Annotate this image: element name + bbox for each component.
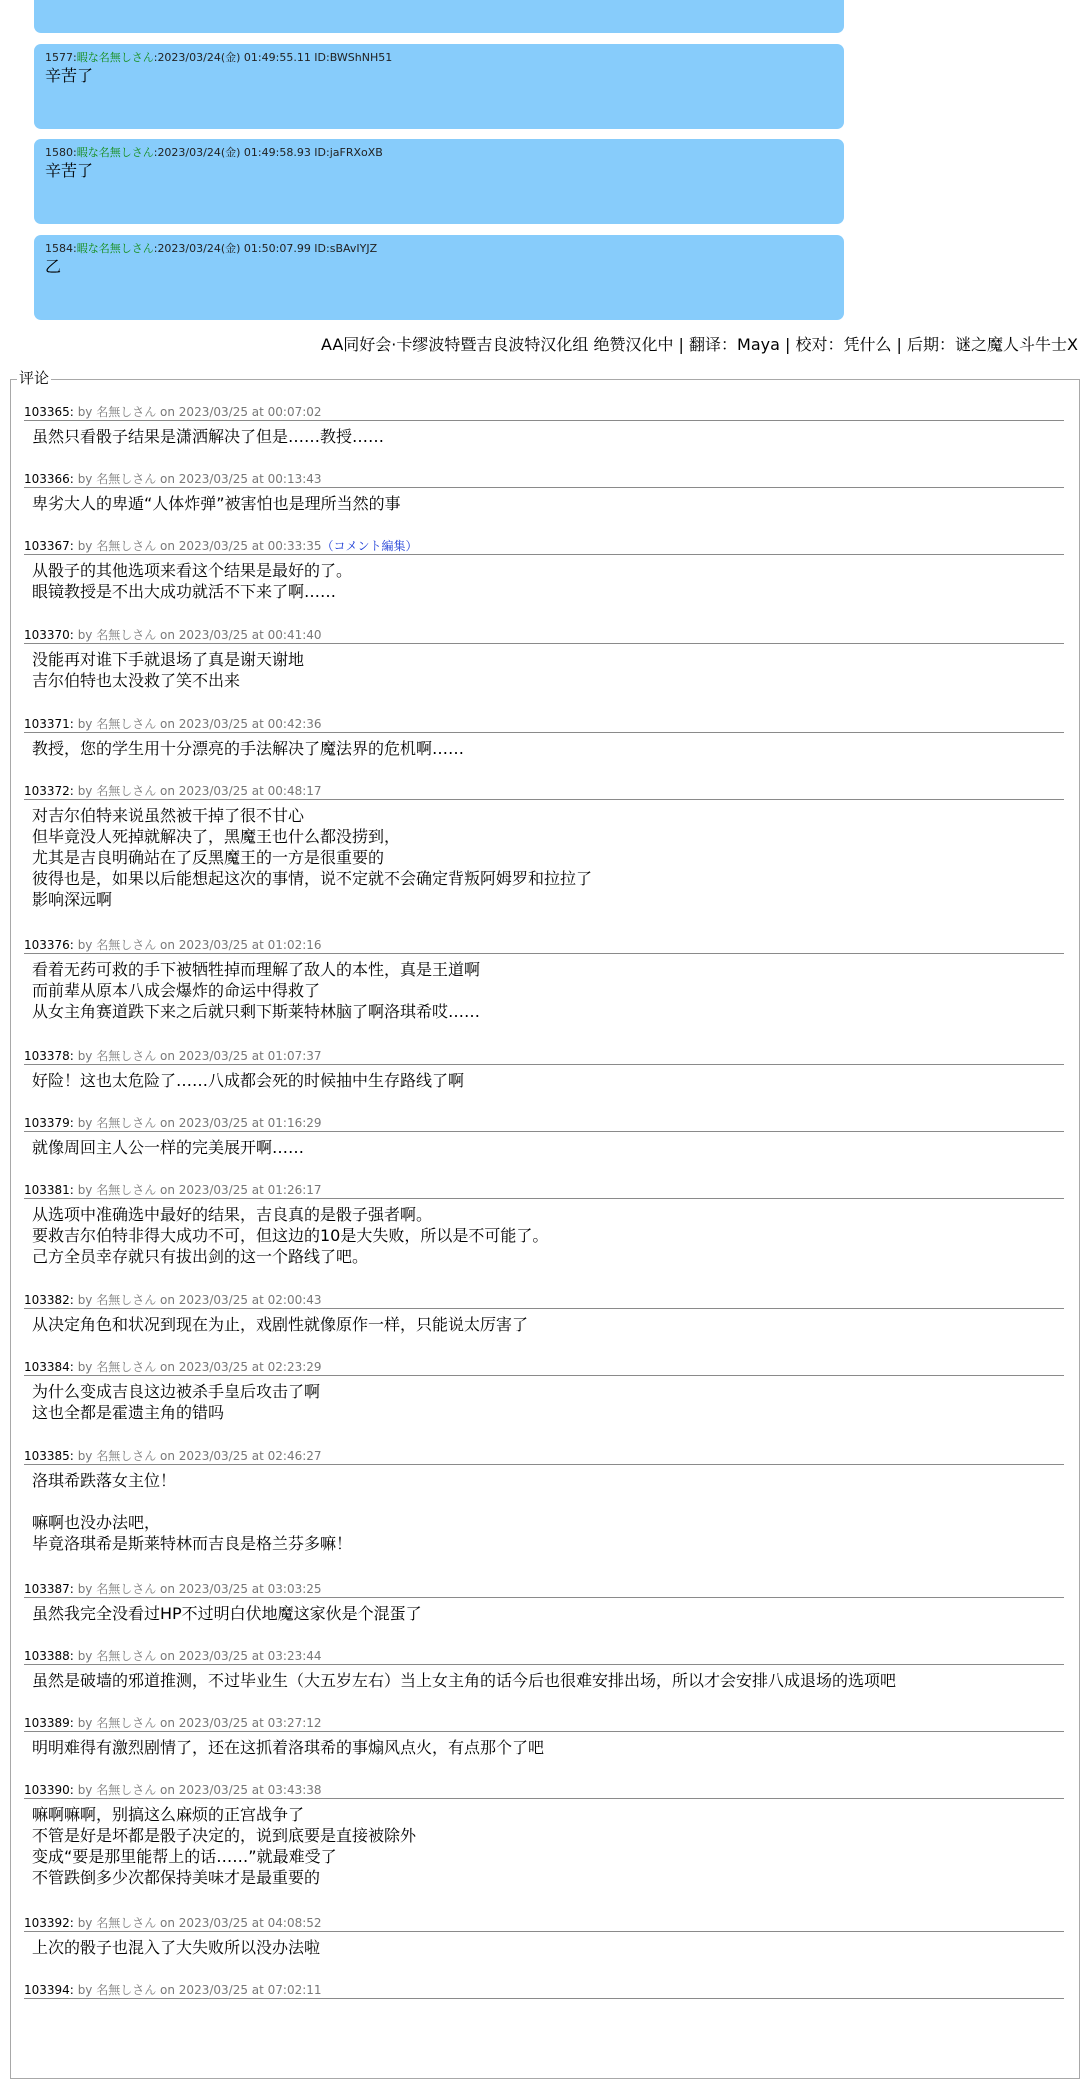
comment-meta: by 名無しさん on 2023/03/25 at 00:07:02 bbox=[77, 405, 322, 419]
post-number[interactable]: 1584 bbox=[45, 242, 73, 255]
comment-item bbox=[24, 1182, 1064, 1267]
comment-number: 103365: bbox=[24, 405, 74, 419]
post-meta: 2023/03/24(金) 01:49:55.11 ID:BWShNH51 bbox=[157, 51, 393, 64]
comment-header bbox=[24, 716, 1064, 733]
comment-number: 103372: bbox=[24, 784, 74, 798]
comment-item bbox=[24, 1982, 1064, 2004]
comment-body: 好险！这也太危险了……八成都会死的时候抽中生存路线了啊 bbox=[32, 1071, 465, 1090]
comment-header bbox=[24, 1581, 1064, 1598]
comment-body: 洛琪希跌落女主位！ 嘛啊也没办法吧， 毕竟洛琪希是斯莱特林而吉良是格兰芬多嘛！ bbox=[32, 1471, 353, 1553]
comment-number: 103370: bbox=[24, 628, 74, 642]
comment-number: 103384: bbox=[24, 1360, 74, 1374]
comment-meta: by 名無しさん on 2023/03/25 at 00:42:36 bbox=[77, 717, 322, 731]
comment-body: 上次的骰子也混入了大失败所以没办法啦 bbox=[32, 1938, 321, 1957]
comment-body: 为什么变成吉良这边被杀手皇后攻击了啊 这也全都是霍遗主角的错吗 bbox=[32, 1382, 321, 1422]
comment-header bbox=[24, 1115, 1064, 1132]
comment-header bbox=[24, 1292, 1064, 1309]
comment-meta: by 名無しさん on 2023/03/25 at 07:02:11 bbox=[77, 1983, 322, 1997]
comment-meta: by 名無しさん on 2023/03/25 at 00:13:43 bbox=[77, 472, 322, 486]
comment-header bbox=[24, 937, 1064, 954]
comment-meta: by 名無しさん on 2023/03/25 at 04:08:52 bbox=[77, 1916, 322, 1930]
post-block bbox=[34, 235, 844, 320]
comment-body: 明明难得有激烈剧情了，还在这抓着洛琪希的事煽风点火，有点那个了吧 bbox=[32, 1738, 545, 1757]
comment-meta: by 名無しさん on 2023/03/25 at 00:48:17 bbox=[77, 784, 322, 798]
post-body: 辛苦了 bbox=[45, 66, 94, 85]
comment-body: 就像周回主人公一样的完美展开啊…… bbox=[32, 1138, 305, 1157]
comment-body: 没能再对谁下手就退场了真是谢天谢地 吉尔伯特也太没救了笑不出来 bbox=[32, 650, 305, 690]
comment-meta: by 名無しさん on 2023/03/25 at 03:03:25 bbox=[77, 1582, 322, 1596]
comment-header bbox=[24, 1648, 1064, 1665]
comment-item bbox=[24, 538, 1064, 602]
comment-body: 虽然只看骰子结果是潇洒解决了但是……教授…… bbox=[32, 427, 385, 446]
comment-number: 103378: bbox=[24, 1049, 74, 1063]
comment-body: 嘛啊嘛啊，别搞这么麻烦的正宫战争了 不管是好是坏都是骰子决定的，说到底要是直接被除外 变成“要是那里能帮上的话……”就最难受了 不管跌倒多少次都保持美味才是最重要的 bbox=[32, 1805, 417, 1887]
comment-header bbox=[24, 538, 1064, 555]
comment-number: 103394: bbox=[24, 1983, 74, 1997]
comment-item bbox=[24, 1448, 1064, 1554]
comment-item bbox=[24, 783, 1064, 910]
comment-body: 看着无药可救的手下被牺牲掉而理解了敌人的本性，真是王道啊 而前辈从原本八成会爆炸的命运中得救了 从女主角赛道跌下来之后就只剩下斯莱特林脑了啊洛琪希哎…… bbox=[32, 960, 481, 1021]
comment-item bbox=[24, 716, 1064, 759]
comment-number: 103366: bbox=[24, 472, 74, 486]
poster-name: 暇な名無しさん bbox=[76, 242, 154, 255]
comment-header bbox=[24, 1448, 1064, 1465]
comment-meta: by 名無しさん on 2023/03/25 at 03:23:44 bbox=[77, 1649, 322, 1663]
comment-body: 卑劣大人的卑遁“人体炸弹”被害怕也是理所当然的事 bbox=[32, 494, 401, 513]
post-header: 1584:暇な名無しさん:2023/03/24(金) 01:50:07.99 ID:sBAvIYJZ bbox=[45, 242, 378, 255]
comment-meta: by 名無しさん on 2023/03/25 at 02:23:29 bbox=[77, 1360, 322, 1374]
post-header: 1577:暇な名無しさん:2023/03/24(金) 01:49:55.11 ID:BWShNH51 bbox=[45, 51, 393, 64]
comment-header bbox=[24, 627, 1064, 644]
comment-meta: by 名無しさん on 2023/03/25 at 03:43:38 bbox=[77, 1783, 322, 1797]
comment-meta: by 名無しさん on 2023/03/25 at 03:27:12 bbox=[77, 1716, 322, 1730]
post-number[interactable]: 1577 bbox=[45, 51, 73, 64]
comment-header bbox=[24, 1359, 1064, 1376]
post-body: 辛苦了 bbox=[45, 161, 94, 180]
comment-number: 103390: bbox=[24, 1783, 74, 1797]
comment-header bbox=[24, 471, 1064, 488]
comment-item bbox=[24, 1648, 1064, 1691]
poster-name: 暇な名無しさん bbox=[76, 51, 154, 64]
comment-meta: by 名無しさん on 2023/03/25 at 02:00:43 bbox=[77, 1293, 322, 1307]
comment-item bbox=[24, 404, 1064, 447]
comment-number: 103371: bbox=[24, 717, 74, 731]
comment-meta: by 名無しさん on 2023/03/25 at 01:02:16 bbox=[77, 938, 322, 952]
comment-number: 103385: bbox=[24, 1449, 74, 1463]
comment-item bbox=[24, 1292, 1064, 1335]
comment-meta: by 名無しさん on 2023/03/25 at 02:46:27 bbox=[77, 1449, 322, 1463]
translation-credits: AA同好会·卡缪波特暨吉良波特汉化组 绝赞汉化中 | 翻译：Maya | 校对：凭什么 | 后期：谜之魔人斗牛士X bbox=[320, 335, 1078, 354]
comment-body: 从决定角色和状况到现在为止，戏剧性就像原作一样，只能说太厉害了 bbox=[32, 1315, 529, 1334]
comment-item bbox=[24, 471, 1064, 514]
comment-item bbox=[24, 1115, 1064, 1158]
post-meta: 2023/03/24(金) 01:49:58.93 ID:jaFRXoXB bbox=[157, 146, 383, 159]
comment-meta: by 名無しさん on 2023/03/25 at 00:33:35 bbox=[77, 539, 322, 553]
comment-number: 103388: bbox=[24, 1649, 74, 1663]
comments-heading: 评论 bbox=[19, 369, 50, 387]
comment-meta: by 名無しさん on 2023/03/25 at 01:16:29 bbox=[77, 1116, 322, 1130]
post-block bbox=[34, 139, 844, 224]
comment-item bbox=[24, 627, 1064, 691]
post-number[interactable]: 1580 bbox=[45, 146, 73, 159]
comment-header bbox=[24, 1982, 1064, 1999]
comment-header bbox=[24, 1915, 1064, 1932]
comment-number: 103389: bbox=[24, 1716, 74, 1730]
comment-header bbox=[24, 1782, 1064, 1799]
comment-body: 虽然我完全没看过HP不过明白伏地魔这家伙是个混蛋了 bbox=[32, 1604, 422, 1623]
comment-item bbox=[24, 1915, 1064, 1958]
comment-number: 103392: bbox=[24, 1916, 74, 1930]
comment-number: 103381: bbox=[24, 1183, 74, 1197]
post-header: 1580:暇な名無しさん:2023/03/24(金) 01:49:58.93 ID:jaFRXoXB bbox=[45, 146, 383, 159]
comment-item bbox=[24, 1048, 1064, 1091]
poster-name: 暇な名無しさん bbox=[76, 146, 154, 159]
comment-number: 103376: bbox=[24, 938, 74, 952]
post-body: 乙 bbox=[45, 257, 62, 276]
comment-meta: by 名無しさん on 2023/03/25 at 01:07:37 bbox=[77, 1049, 322, 1063]
post-meta: 2023/03/24(金) 01:50:07.99 ID:sBAvIYJZ bbox=[157, 242, 378, 255]
comment-body: 教授，您的学生用十分漂亮的手法解决了魔法界的危机啊…… bbox=[32, 739, 465, 758]
comment-body: 从选项中准确选中最好的结果，吉良真的是骰子强者啊。 要救吉尔伯特非得大成功不可，但这边的10是大失败，所以是不可能了。 己方全员幸存就只有拔出剑的这一个路线了吧。 bbox=[32, 1205, 549, 1266]
comment-header bbox=[24, 783, 1064, 800]
post-block bbox=[34, 44, 844, 129]
comment-number: 103379: bbox=[24, 1116, 74, 1130]
post-block bbox=[34, 0, 844, 33]
comment-item bbox=[24, 1581, 1064, 1624]
comment-number: 103382: bbox=[24, 1293, 74, 1307]
comment-meta: by 名無しさん on 2023/03/25 at 01:26:17 bbox=[77, 1183, 322, 1197]
comment-number: 103387: bbox=[24, 1582, 74, 1596]
comment-meta: by 名無しさん on 2023/03/25 at 00:41:40 bbox=[77, 628, 322, 642]
comment-header bbox=[24, 404, 1064, 421]
comment-number: 103367: bbox=[24, 539, 74, 553]
comment-item bbox=[24, 1782, 1064, 1888]
comment-body: 对吉尔伯特来说虽然被干掉了很不甘心 但毕竟没人死掉就解决了，黑魔王也什么都没捞到， 尤其是吉良明确站在了反黑魔王的一方是很重要的 彼得也是，如果以后能想起这次的事情，说不定就不会确定背叛阿姆罗和拉拉了 影响深远啊 bbox=[32, 806, 593, 909]
comment-body: 从骰子的其他选项来看这个结果是最好的了。 眼镜教授是不出大成功就活不下来了啊…… bbox=[32, 561, 353, 601]
comment-item bbox=[24, 1359, 1064, 1423]
comment-header bbox=[24, 1715, 1064, 1732]
comment-header bbox=[24, 1182, 1064, 1199]
comment-item bbox=[24, 937, 1064, 1022]
comment-edit-link[interactable]: （コメント編集） bbox=[321, 539, 418, 553]
comment-item bbox=[24, 1715, 1064, 1758]
comment-header bbox=[24, 1048, 1064, 1065]
comment-body: 虽然是破墙的邪道推测，不过毕业生（大五岁左右）当上女主角的话今后也很难安排出场，所以才会安排八成退场的选项吧 bbox=[32, 1671, 897, 1690]
